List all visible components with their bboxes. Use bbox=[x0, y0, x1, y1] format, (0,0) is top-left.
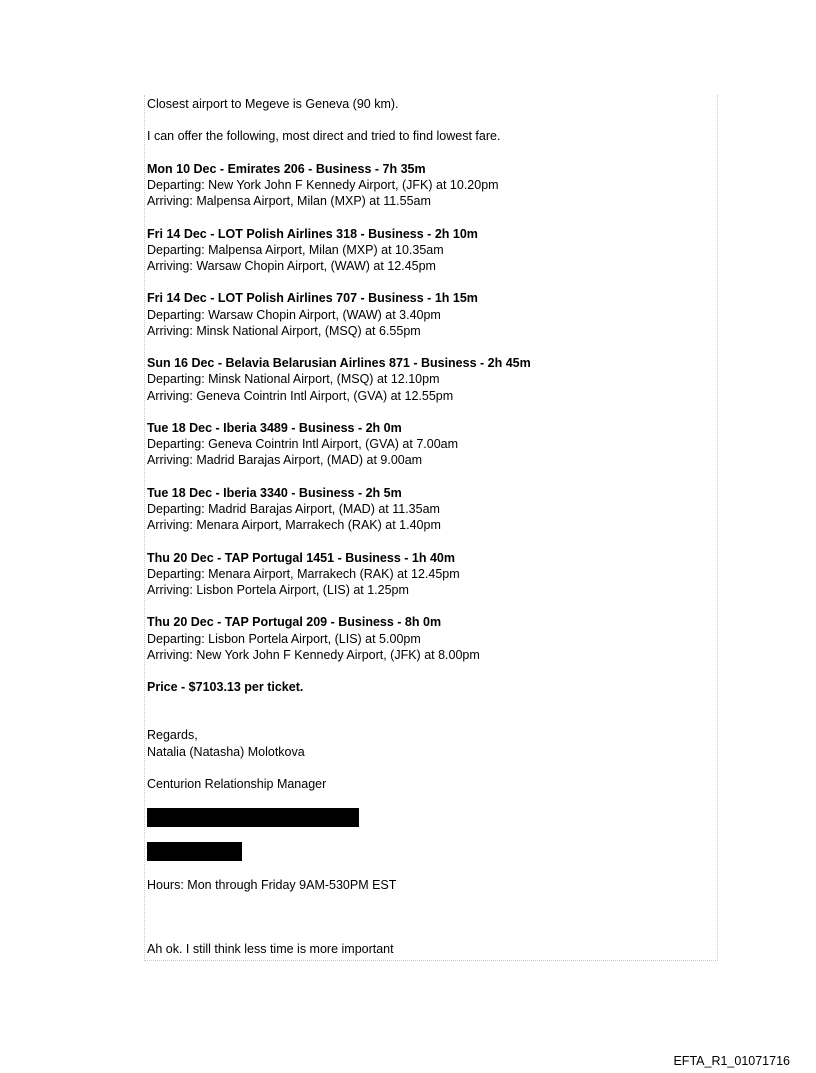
flight-departing: Departing: Menara Airport, Marrakech (RAK) at 12.45pm bbox=[147, 566, 460, 581]
flight-departing: Departing: Warsaw Chopin Airport, (WAW) at 3.40pm bbox=[147, 307, 441, 322]
flight-segment-1 bbox=[147, 161, 707, 210]
intro-line-1: Closest airport to Megeve is Geneva (90 km). bbox=[147, 97, 399, 111]
reply-message: Ah ok. I still think less time is more important bbox=[147, 942, 394, 957]
flight-segment-6 bbox=[147, 485, 707, 534]
flight-header: Thu 20 Dec - TAP Portugal 1451 - Business - 1h 40m bbox=[147, 550, 455, 565]
flight-arriving: Arriving: Minsk National Airport, (MSQ) at 6.55pm bbox=[147, 323, 421, 338]
flight-header: Tue 18 Dec - Iberia 3489 - Business - 2h 0m bbox=[147, 420, 402, 435]
flight-departing: Departing: Geneva Cointrin Intl Airport, (GVA) at 7.00am bbox=[147, 437, 459, 452]
intro-line-2: I can offer the following, most direct and tried to find lowest fare. bbox=[147, 129, 501, 144]
signature-title: Centurion Relationship Manager bbox=[147, 776, 327, 791]
spacer bbox=[147, 893, 707, 924]
signature-regards: Regards, bbox=[147, 728, 198, 743]
flight-arriving: Arriving: Warsaw Chopin Airport, (WAW) at 12.45pm bbox=[147, 258, 436, 273]
flight-segment-4 bbox=[147, 355, 707, 404]
flight-header: Tue 18 Dec - Iberia 3340 - Business - 2h 5m bbox=[147, 485, 402, 500]
price-total: Price - $7103.13 per ticket. bbox=[147, 680, 304, 695]
signature-hours: Hours: Mon through Friday 9AM-530PM EST bbox=[147, 878, 397, 893]
flight-departing: Departing: New York John F Kennedy Airport, (JFK) at 10.20pm bbox=[147, 177, 499, 192]
flight-arriving: Arriving: Madrid Barajas Airport, (MAD) at 9.00am bbox=[147, 453, 423, 468]
flight-header: Sun 16 Dec - Belavia Belarusian Airlines 871 - Business - 2h 45m bbox=[147, 356, 531, 371]
flight-arriving: Arriving: Geneva Cointrin Intl Airport, (GVA) at 12.55pm bbox=[147, 388, 454, 403]
flight-header: Mon 10 Dec - Emirates 206 - Business - 7h 35m bbox=[147, 161, 426, 176]
spacer bbox=[147, 924, 707, 941]
flight-arriving: Arriving: New York John F Kennedy Airport, (JFK) at 8.00pm bbox=[147, 647, 480, 662]
email-body bbox=[147, 96, 707, 958]
flight-arriving: Arriving: Malpensa Airport, Milan (MXP) at 11.55am bbox=[147, 194, 431, 209]
flight-departing: Departing: Lisbon Portela Airport, (LIS) at 5.00pm bbox=[147, 631, 421, 646]
flight-departing: Departing: Madrid Barajas Airport, (MAD) at 11.35am bbox=[147, 501, 440, 516]
flight-departing: Departing: Malpensa Airport, Milan (MXP) at 10.35am bbox=[147, 242, 444, 257]
flight-segment-2 bbox=[147, 226, 707, 275]
flight-departing: Departing: Minsk National Airport, (MSQ) at 12.10pm bbox=[147, 372, 440, 387]
flight-arriving: Arriving: Menara Airport, Marrakech (RAK) at 1.40pm bbox=[147, 518, 441, 533]
signature-block bbox=[147, 727, 707, 893]
flight-segment-5 bbox=[147, 420, 707, 469]
flight-arriving: Arriving: Lisbon Portela Airport, (LIS) at 1.25pm bbox=[147, 582, 409, 597]
document-id: EFTA_R1_01071716 bbox=[673, 1054, 790, 1068]
flight-header: Fri 14 Dec - LOT Polish Airlines 318 - Business - 2h 10m bbox=[147, 226, 478, 241]
flight-header: Thu 20 Dec - TAP Portugal 209 - Business - 8h 0m bbox=[147, 615, 442, 630]
flight-header: Fri 14 Dec - LOT Polish Airlines 707 - Business - 1h 15m bbox=[147, 291, 478, 306]
signature-name: Natalia (Natasha) Molotkova bbox=[147, 744, 305, 759]
flight-segment-8 bbox=[147, 614, 707, 663]
redaction-bar bbox=[147, 842, 242, 861]
flight-segment-3 bbox=[147, 290, 707, 339]
flight-segment-7 bbox=[147, 550, 707, 599]
redaction-bar bbox=[147, 808, 359, 827]
